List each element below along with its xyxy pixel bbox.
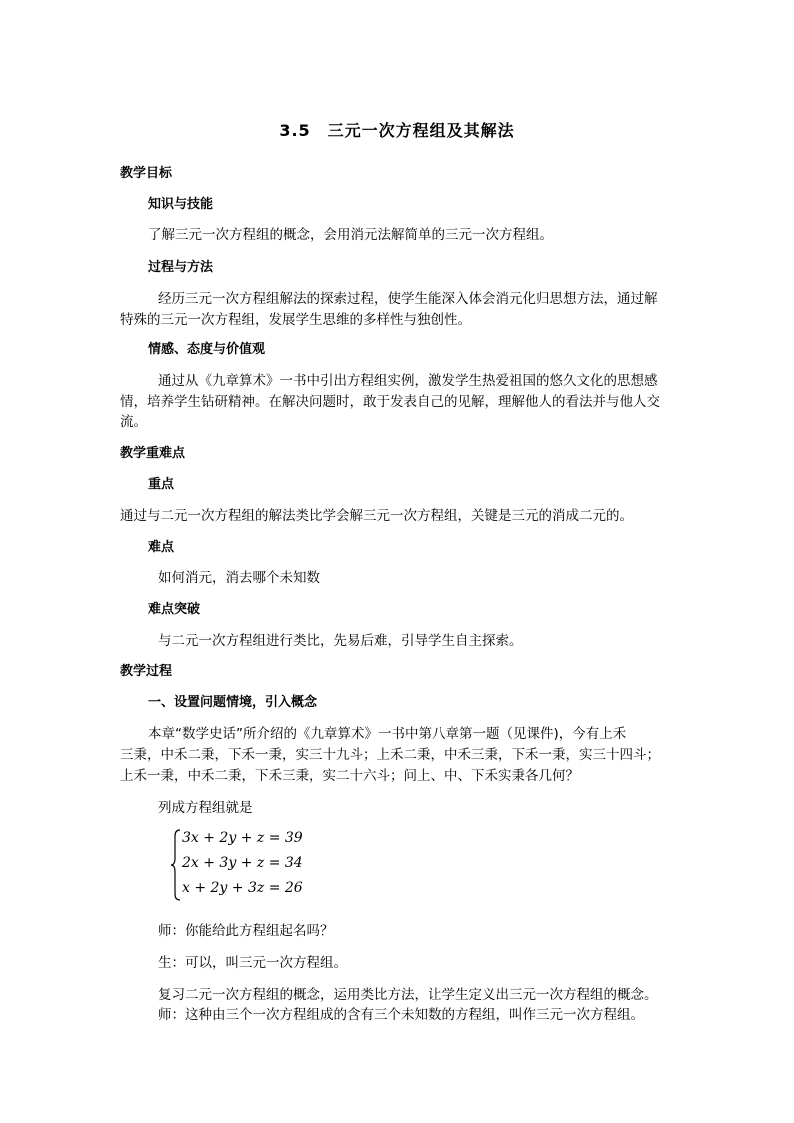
emotion-text-line-2: 情，培养学生钻研精神。在解决问题时，敢于发表自己的见解，理解他人的看法并与他人交	[120, 394, 660, 410]
teacher-definition: 师：这种由三个一次方程组成的含有三个未知数的方程组，叫作三元一次方程组。	[158, 1007, 644, 1023]
process-heading: 过程与方法	[148, 260, 214, 275]
list-text: 列成方程组就是	[158, 800, 253, 816]
emotion-heading: 情感、态度与价值观	[148, 342, 266, 357]
equation-2: 2x + 3y + z = 34	[182, 855, 303, 871]
breakthrough-heading: 难点突破	[148, 602, 201, 617]
keypoints-heading: 教学重难点	[120, 446, 186, 461]
process-text-line-1: 经历三元一次方程组解法的探索过程，使学生能深入体会消元化归思想方法，通过解	[158, 291, 658, 307]
review-text: 复习二元一次方程组的概念，运用类比方法，让学生定义出三元一次方程组的概念。	[158, 987, 658, 1003]
breakthrough-text: 与二元一次方程组进行类比，先易后难，引导学生自主探索。	[158, 633, 523, 649]
difficulty-text: 如何消元，消去哪个未知数	[158, 570, 320, 586]
emotion-text-line-3: 流。	[120, 414, 147, 430]
equation-system	[170, 828, 303, 902]
difficulty-heading: 难点	[148, 540, 175, 555]
student-answer: 生：可以，叫三元一次方程组。	[158, 955, 347, 971]
process-text-line-2: 特殊的三元一次方程组，发展学生思维的多样性与独创性。	[120, 312, 471, 328]
knowledge-text: 了解三元一次方程组的概念，会用消元法解简单的三元一次方程组。	[148, 227, 553, 243]
emotion-text-line-1: 通过从《九章算术》一书中引出方程组实例，激发学生热爱祖国的悠久文化的思想感	[158, 373, 658, 389]
step1-text-line-2: 三秉，中禾二秉，下禾一秉，实三十九斗；上禾二秉，中禾三秉，下禾一秉，实三十四斗；	[120, 747, 660, 763]
step1-text-line-1: 本章“数学史话”所介绍的《九章算术》一书中第八章第一题（见课件)，今有上禾	[148, 726, 627, 742]
key-heading: 重点	[148, 477, 175, 492]
left-brace-icon	[170, 828, 182, 902]
step1-text-line-3: 上禾一秉，中禾二秉，下禾三秉，实二十六斗；问上、中、下禾实秉各几何？	[120, 768, 579, 784]
page-title: 3.5 三元一次方程组及其解法	[279, 121, 515, 140]
teacher-question: 师：你能给此方程组起名吗？	[158, 923, 334, 939]
key-text: 通过与二元一次方程组的解法类比学会解三元一次方程组，关键是三元的消成二元的。	[120, 508, 633, 524]
objectives-heading: 教学目标	[120, 166, 173, 181]
knowledge-heading: 知识与技能	[148, 197, 214, 212]
procedure-heading: 教学过程	[120, 664, 173, 679]
equation-1: 3x + 2y + z = 39	[182, 830, 303, 846]
step1-heading: 一、设置问题情境，引入概念	[148, 695, 318, 710]
equation-3: x + 2y + 3z = 26	[182, 880, 303, 896]
